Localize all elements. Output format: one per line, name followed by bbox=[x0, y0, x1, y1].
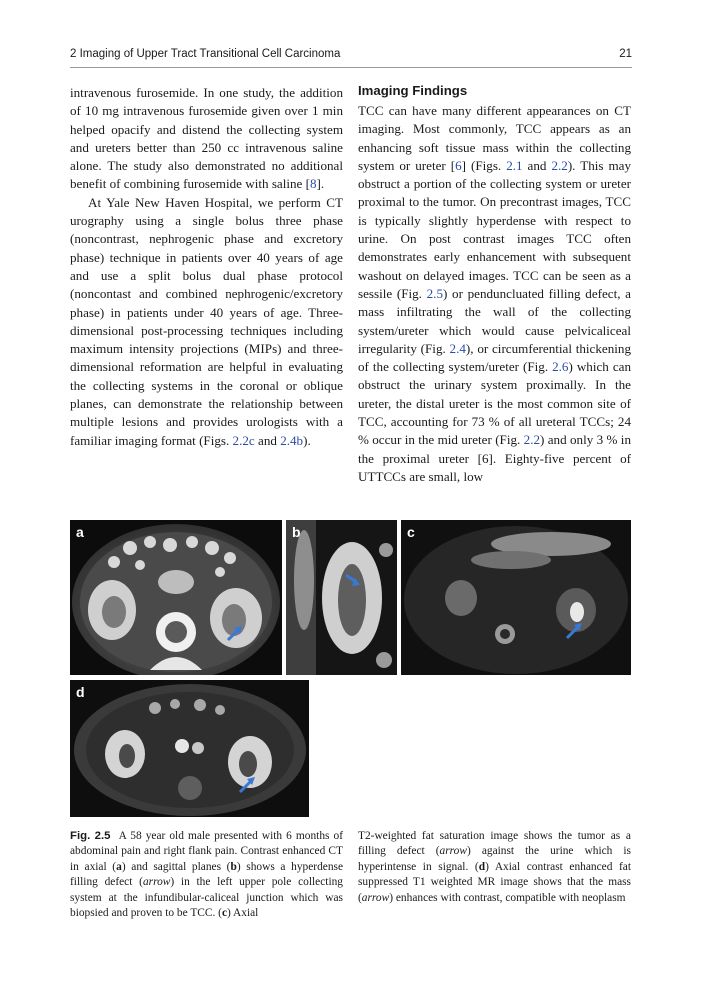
page-number: 21 bbox=[619, 48, 632, 60]
reference-link[interactable]: 2.2c bbox=[232, 432, 255, 448]
emphasis: arrow bbox=[361, 891, 390, 904]
panel-ref: a bbox=[116, 860, 122, 873]
t1-mri-image bbox=[70, 680, 309, 817]
figure-panel-a bbox=[70, 520, 282, 675]
figure-caption-left bbox=[70, 829, 343, 921]
emphasis: arrow bbox=[142, 876, 171, 889]
figure-panel-d bbox=[70, 680, 309, 817]
panel-label: a bbox=[76, 524, 84, 540]
paragraph: intravenous furosemide. In one study, the addition of 10 mg intravenous furosemide given over 1 min helped opacify and distend the collecting system and ureters better than 250 cc intravenous saline alone. The study also demonstrated no additional benefit of combining furosemide with saline [8]. bbox=[70, 85, 343, 192]
chapter-title: 2 Imaging of Upper Tract Transitional Cell Carcinoma bbox=[70, 48, 341, 60]
reference-link[interactable]: 2.1 bbox=[506, 157, 523, 173]
axial-ct-image bbox=[70, 520, 282, 675]
caption-text: T2-weighted fat saturation image shows the tumor as a filling defect (arrow) against the urine which is hyperintense in signal. (d) Axial contrast enhanced fat suppressed T1 weighted MR image shows that the mass (arrow) enhances with contrast, compatible with neoplasm bbox=[358, 830, 632, 904]
right-column bbox=[358, 82, 631, 486]
figure-caption-right bbox=[358, 829, 631, 906]
reference-link[interactable]: 2.4b bbox=[280, 432, 304, 448]
running-header bbox=[70, 48, 632, 64]
panel-ref: c bbox=[221, 907, 228, 920]
paragraph: At Yale New Haven Hospital, we perform CT urography using a single bolus three phase (noncontrast, nephrogenic phase and excretory phase) technique in patients over 40 years of age and use a split bolus dual phase protocol (noncontast and combined nephrogenic/excretory phase) in patients under 40 years of age. Three-dimensional post-processing techniques including maximum intensity projections (MIPs) and three-dimensional reformation are helpful in evaluating the collecting systems in the coronal or oblique planes, can demonstrate the relationship between multiple lesions and provides urologists with a familiar imaging format (Figs. 2.2c and 2.4b). bbox=[70, 194, 343, 448]
panel-ref: b bbox=[230, 860, 237, 873]
left-column bbox=[70, 84, 343, 450]
caption-text: A 58 year old male presented with 6 months of abdominal pain and right flank pain. Contrast enhanced CT in axial (a) and sagittal planes (b) shows a hyperdense filling defect (arrow) in the left upper pole collecting system at the infundibular-caliceal junction which was biopsied and proven to be TCC. (c) Axial bbox=[70, 830, 344, 920]
t2-mri-image bbox=[401, 520, 631, 675]
reference-link[interactable]: 2.2 bbox=[523, 432, 541, 448]
reference-link[interactable]: 2.6 bbox=[552, 359, 569, 375]
figure-panel-c bbox=[401, 520, 631, 675]
figure-number: Fig. 2.5 bbox=[70, 830, 111, 842]
reference-link[interactable]: 6 bbox=[455, 157, 462, 173]
panel-label: c bbox=[407, 524, 415, 540]
panel-ref: d bbox=[478, 860, 486, 873]
sagittal-ct-image bbox=[286, 520, 397, 675]
reference-link[interactable]: 2.4 bbox=[449, 340, 466, 356]
emphasis: arrow bbox=[439, 845, 467, 858]
reference-link[interactable]: 2.2 bbox=[551, 157, 568, 173]
reference-link[interactable]: 2.5 bbox=[426, 285, 443, 301]
panel-label: b bbox=[292, 524, 301, 540]
panel-label: d bbox=[76, 684, 85, 700]
paragraph: TCC can have many different appearances on CT imaging. Most commonly, TCC appears as an enhancing soft tissue mass within the collecting system or ureter [6] (Figs. 2.1 and 2.2). This may obstruct a portion of the collecting system or ureter proximal to the tumor. On precontrast images, TCC is typically slightly hyperdense with respect to urine. On post contrast images TCC often demonstrates early enhancement with subsequent washout on delayed images. TCC can be seen as a sessile (Fig. 2.5) or penduncluated filling defect, a mass infiltrating the wall of the collecting system/ureter which would cause pelvicaliceal irregularity (Fig. 2.4), or circumferential thickening of the collecting system/ureter (Fig. 2.6) which can obstruct the urinary system proximally. In the ureter, the distal ureter is the most common site of TCC, accounting for 73 % of all ureteral TCCs; 24 % occur in the mid ureter (Fig. 2.2) and only 3 % in the proximal ureter [6]. Eighty-five percent of UTTCCs are small, low bbox=[358, 103, 632, 484]
section-heading: Imaging Findings bbox=[358, 83, 468, 98]
header-rule bbox=[70, 67, 632, 68]
figure-panel-b bbox=[286, 520, 397, 675]
reference-link[interactable]: 8 bbox=[310, 176, 317, 192]
